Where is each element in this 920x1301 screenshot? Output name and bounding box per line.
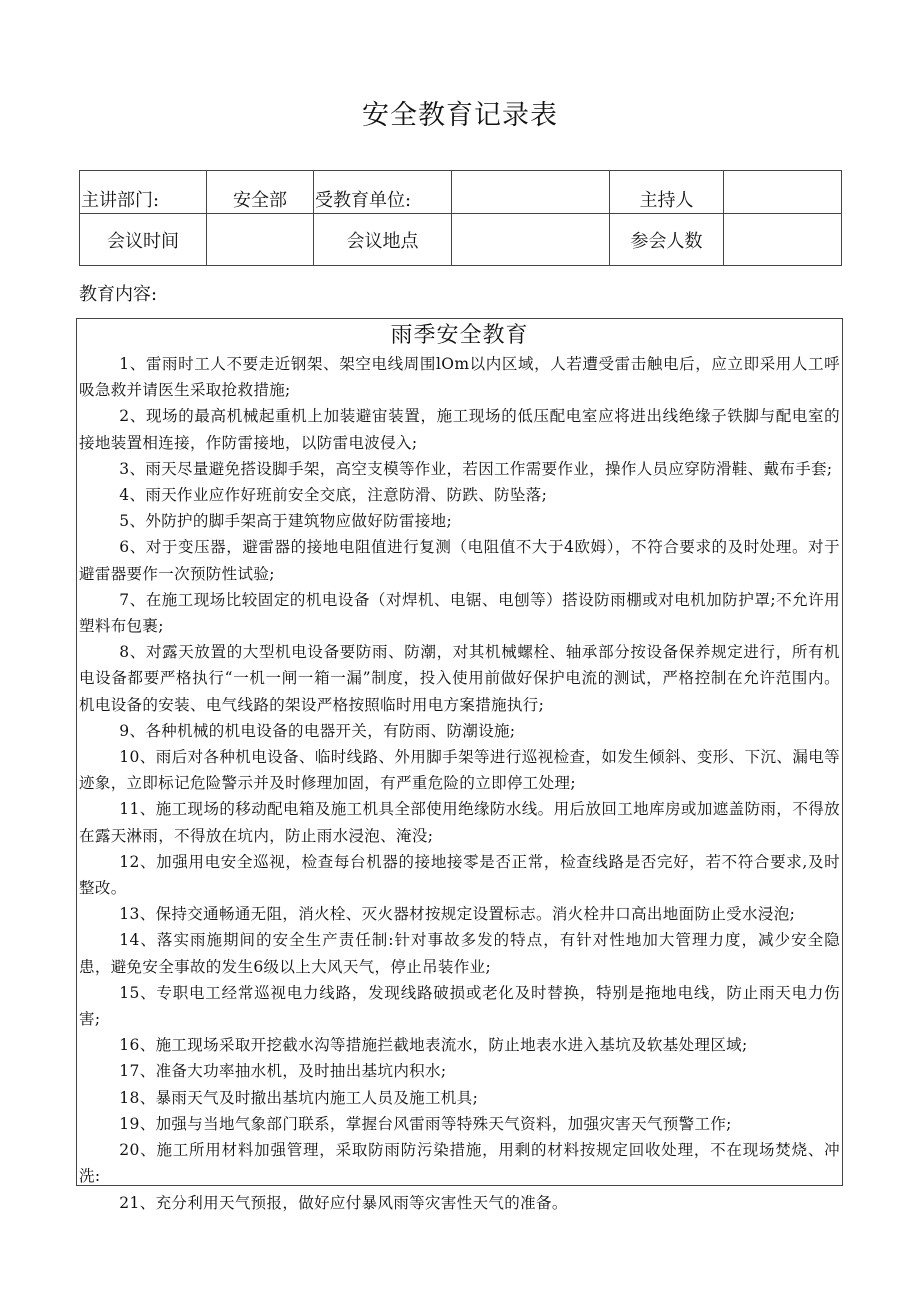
list-item: 13、保持交通畅通无阻，消火栓、灭火器材按规定设置标志。消火栓井口高出地面防止受水浸泡; — [119, 905, 796, 924]
list-item: 12、加强用电安全巡视，检查每台机器的接地接零是否正常，检查线路是否完好，若不符合要求,及时整改。 — [79, 852, 840, 898]
attendees-value[interactable] — [724, 214, 842, 266]
meeting-info-table — [79, 170, 842, 266]
list-item: 14、落实雨施期间的安全生产责任制:针对事故多发的特点，有针对性地加大管理力度，减少安全隐患，避免安全事故的发生6级以上大风天气，停止吊装作业; — [79, 931, 840, 976]
list-item: 10、雨后对各种机电设备、临时线路、外用脚手架等进行巡视检查，如发生倾斜、变形、下沉、漏电等迹象，立即标记危险警示并及时修理加固，有严重危险的立即停工处理; — [79, 748, 840, 793]
document-title: 安全教育记录表 — [362, 100, 558, 131]
trainee-unit-label: 受教育单位: — [314, 171, 452, 214]
list-item: 5、外防护的脚手架高于建筑物应做好防雷接地; — [119, 512, 453, 531]
list-item: 16、施工现场采取开挖截水沟等措施拦截地表流水，防止地表水进入基坑及软基处理区域; — [119, 1036, 748, 1055]
education-content-box — [76, 318, 843, 1212]
attendees-label: 参会人数 — [610, 214, 724, 266]
info-row-2 — [80, 214, 842, 266]
list-item: 1、雷雨时工人不要走近钢架、架空电线周围lOm以内区域，人若遭受雷击触电后，应立即采用人工呼吸急救并请医生采取抢救措施; — [79, 355, 840, 400]
list-item: 6、对于变压器，避雷器的接地电阻值进行复测（电阻值不大于4欧姆），不符合要求的及时处理。对于避雷器要作一次预防性试验; — [79, 538, 840, 583]
speaker-dept-label: 主讲部门: — [80, 171, 207, 214]
content-heading: 雨季安全教育 — [390, 323, 529, 348]
host-value[interactable] — [724, 171, 842, 214]
list-item: 7、在施工现场比较固定的机电设备（对焊机、电锯、电刨等）搭设防雨棚或对电机加防护罩;不允许用塑料布包裹; — [79, 590, 840, 636]
list-item: 21、充分利用天气预报，做好应付暴风雨等灾害性天气的准备。 — [119, 1193, 568, 1212]
list-item: 11、施工现场的移动配电箱及施工机具全部使用绝缘防水线。用后放回工地库房或加遮盖防雨，不得放在露天淋雨，不得放在坑内，防止雨水浸泡、淹没; — [79, 800, 840, 845]
list-item: 9、各种机械的机电设备的电器开关，有防雨、防潮设施; — [119, 721, 516, 740]
meeting-time-label: 会议时间 — [80, 214, 207, 266]
list-item: 19、加强与当地气象部门联系，掌握台风雷雨等特殊天气资料，加强灾害天气预警工作; — [119, 1114, 732, 1133]
list-item: 15、专职电工经常巡视电力线路，发现线路破损或老化及时替换，特别是拖地电线，防止雨天电力伤害; — [79, 983, 840, 1029]
list-item: 2、现场的最高机械起重机上加装避宙装置，施工现场的低压配电室应将进出线绝缘子铁脚与配电室的接地装置相连接，作防雷接地，以防雷电波侵入; — [79, 407, 840, 452]
host-label: 主持人 — [610, 171, 724, 214]
info-row-1 — [80, 171, 842, 214]
list-item: 17、准备大功率抽水机，及时抽出基坑内积水; — [119, 1062, 447, 1081]
list-item: 20、施工所用材料加强管理，采取防雨防污染措施，用剩的材料按规定回收处理，不在现场焚烧、冲洗: — [79, 1141, 840, 1186]
trainee-unit-value[interactable] — [452, 171, 610, 214]
safety-items-list — [77, 351, 842, 1216]
education-content-label: 教育内容: — [79, 284, 158, 305]
list-item: 3、雨天尽量避免搭设脚手架，高空支模等作业，若因工作需要作业，操作人员应穿防滑鞋、戴布手套; — [119, 459, 833, 478]
meeting-place-label: 会议地点 — [314, 214, 452, 266]
speaker-dept-value[interactable]: 安全部 — [207, 171, 314, 214]
meeting-place-value[interactable] — [452, 214, 610, 266]
list-item: 8、对露天放置的大型机电设备要防雨、防潮，对其机械螺栓、轴承部分按设备保养规定进行，所有机电设备都要严格执行“一机一闸一箱一漏”制度，投入使用前做好保护电流的测试，严格控制在允许范围内。机电设备的安装、电气线路的架设严格按照临时用电方案措施执行; — [79, 643, 840, 714]
list-item: 4、雨天作业应作好班前安全交底，注意防滑、防跌、防坠落; — [119, 486, 548, 505]
list-item: 18、暴雨天气及时撤出基坑内施工人员及施工机具; — [119, 1088, 479, 1107]
meeting-time-value[interactable] — [207, 214, 314, 266]
